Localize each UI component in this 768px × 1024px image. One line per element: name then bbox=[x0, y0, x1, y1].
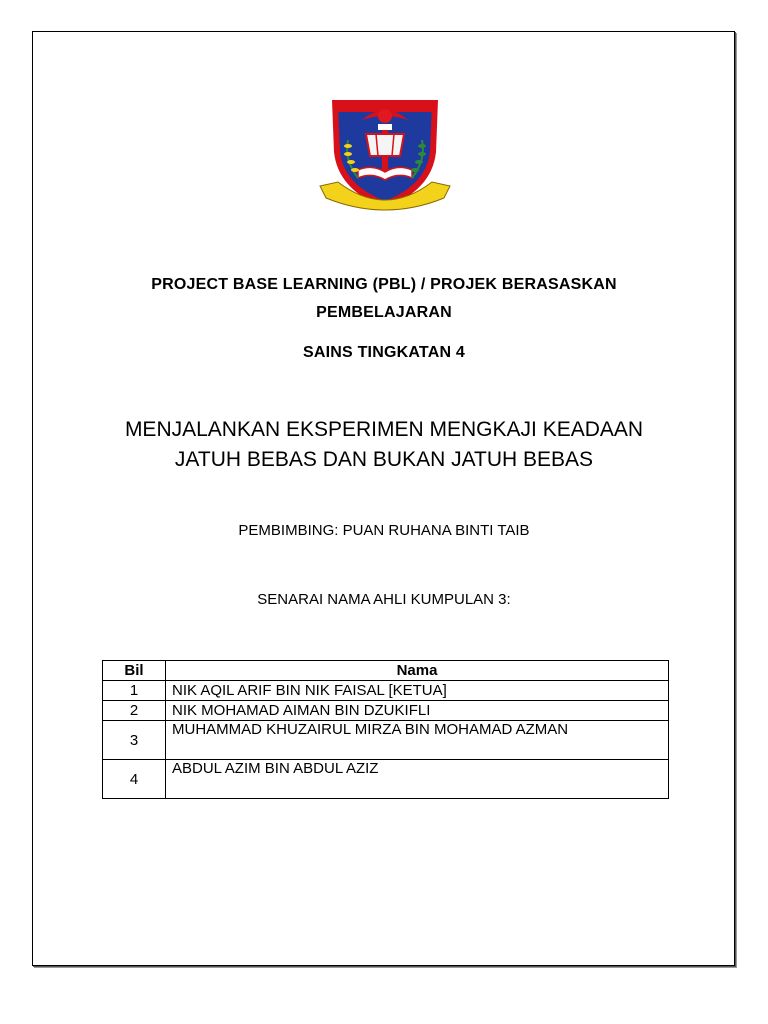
column-header-nama: Nama bbox=[166, 661, 669, 681]
row-number: 4 bbox=[103, 760, 166, 799]
group-heading: SENARAI NAMA AHLI KUMPULAN 3: bbox=[257, 591, 511, 608]
table-row bbox=[103, 701, 669, 721]
school-crest-icon bbox=[318, 90, 452, 214]
main-title-line-1: MENJALANKAN EKSPERIMEN MENGKAJI KEADAAN bbox=[124, 418, 644, 441]
table-row bbox=[103, 681, 669, 701]
column-header-bil: Bil bbox=[103, 661, 166, 681]
table-row bbox=[103, 760, 669, 799]
row-number: 1 bbox=[103, 681, 166, 701]
supervisor-line: PEMBIMBING: PUAN RUHANA BINTI TAIB bbox=[238, 522, 530, 539]
member-name: NIK MOHAMAD AIMAN BIN DZUKIFLI bbox=[166, 701, 669, 721]
members-table bbox=[102, 660, 669, 799]
member-name: MUHAMMAD KHUZAIRUL MIRZA BIN MOHAMAD AZMAN bbox=[166, 721, 669, 760]
member-name: NIK AQIL ARIF BIN NIK FAISAL [KETUA] bbox=[166, 681, 669, 701]
table-header-row bbox=[103, 661, 669, 681]
document-title-line-2: PEMBELAJARAN bbox=[316, 304, 452, 321]
main-title-line-2: JATUH BEBAS DAN BUKAN JATUH BEBAS bbox=[174, 448, 594, 471]
row-number: 3 bbox=[103, 721, 166, 760]
member-name: ABDUL AZIM BIN ABDUL AZIZ bbox=[166, 760, 669, 799]
document-title-line-1: PROJECT BASE LEARNING (PBL) / PROJEK BERASASKAN bbox=[151, 276, 617, 293]
table-row bbox=[103, 721, 669, 760]
subject-heading: SAINS TINGKATAN 4 bbox=[303, 344, 465, 361]
row-number: 2 bbox=[103, 701, 166, 721]
